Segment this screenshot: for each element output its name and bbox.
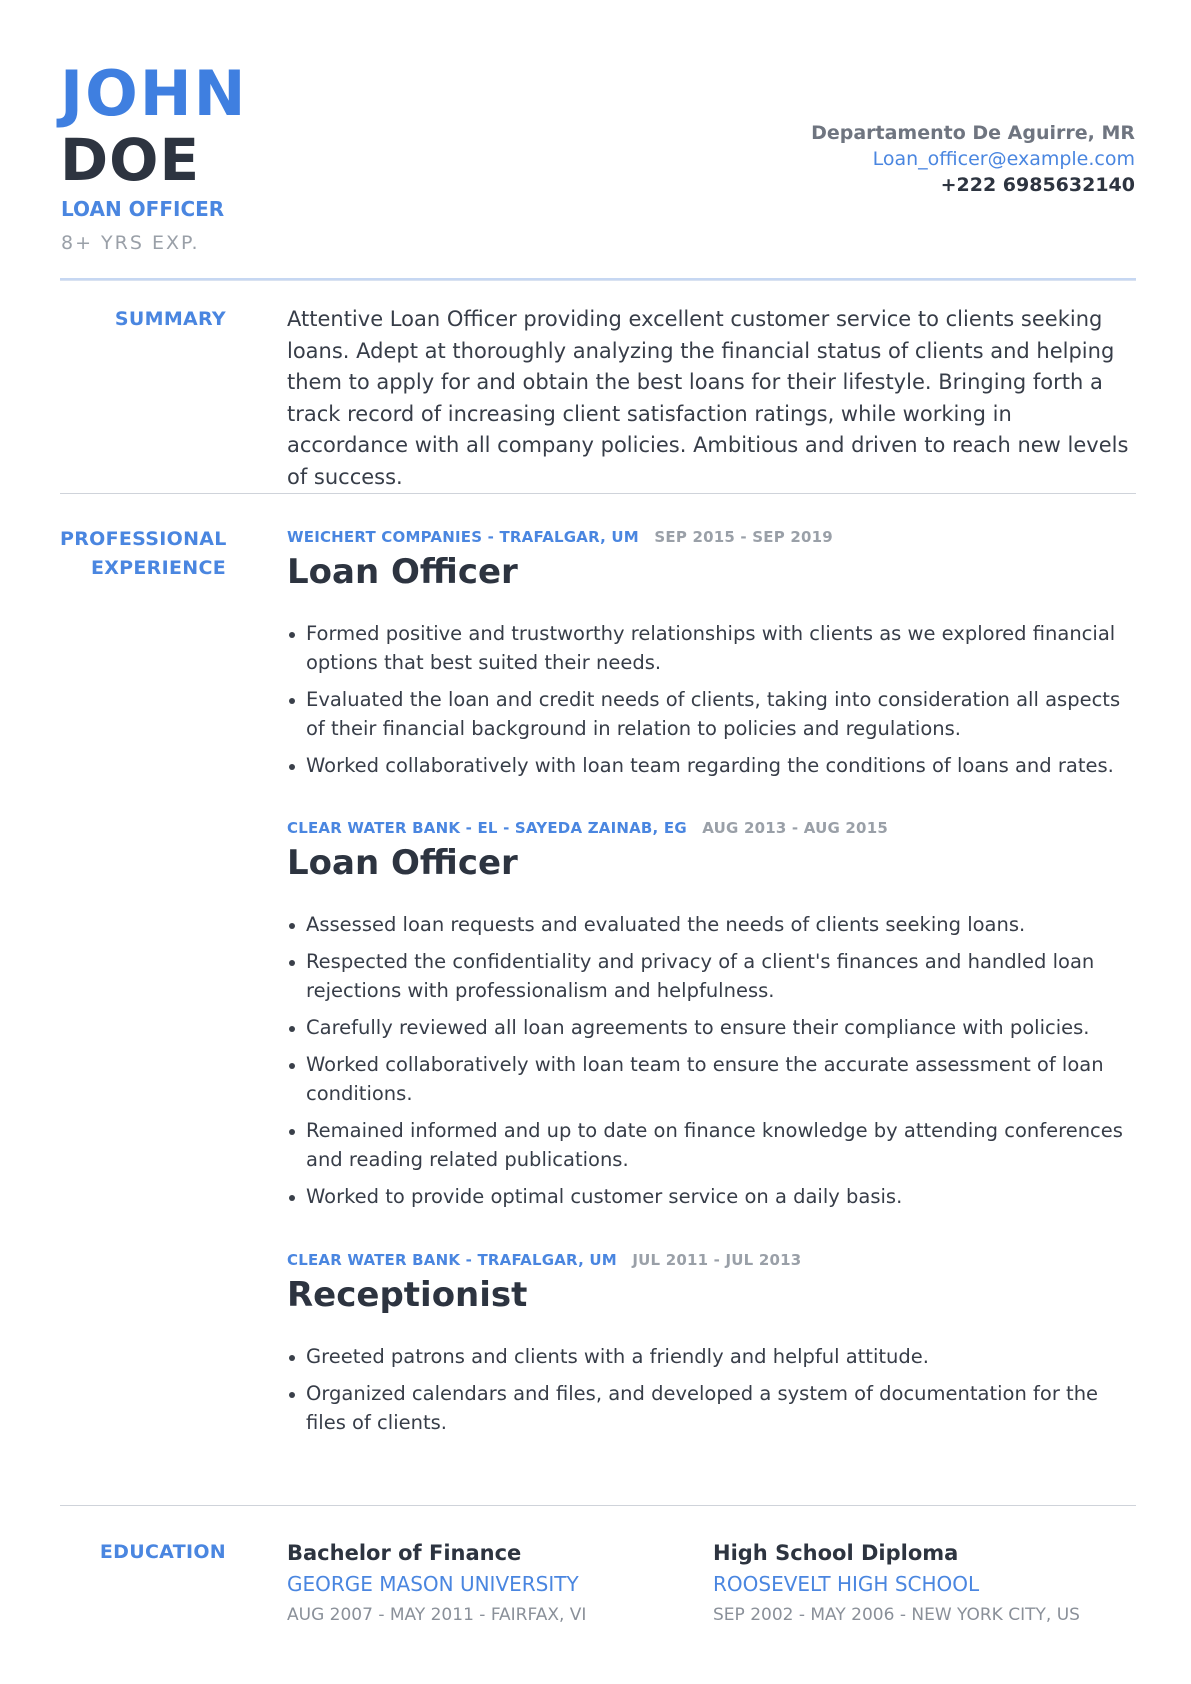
education-label: EDUCATION [99,1541,226,1563]
job-role: LOAN OFFICER [61,197,225,221]
job-entry [287,1250,1137,1445]
job-bullet: Evaluated the loan and credit needs of clients, taking into consideration all aspects of their financial background in relation to policies and regulations. [287,685,1137,743]
job-bullet: Formed positive and trustworthy relationships with clients as we explored financial options that best suited their needs. [287,619,1137,677]
education-entry [713,1538,1080,1630]
job-company: WEICHERT COMPANIES - TRAFALGAR, UM [287,528,639,546]
edu-degree: Bachelor of Finance [287,1541,522,1565]
job-title: Receptionist [287,1275,528,1315]
job-bullet: Respected the confidentiality and privacy of a client's finances and handled loan rejections with professionalism and helpfulness. [287,947,1137,1005]
summary-text: Attentive Loan Officer providing excellent customer service to clients seeking loans. Adept at thoroughly analyzing the financial status of clients and helping them to apply for and obtain the best loans for their lifestyle. Bringing forth a track record of increasing client satisfaction ratings, while working in accordance with all company policies. Ambitious and driven to reach new levels of success. [287,307,1129,489]
experience-label [60,525,226,583]
job-bullet: Carefully reviewed all loan agreements to ensure their compliance with policies. [287,1013,1137,1042]
job-bullet: Greeted patrons and clients with a friendly and helpful attitude. [287,1342,1137,1371]
job-bullet: Worked collaboratively with loan team regarding the conditions of loans and rates. [287,751,1137,780]
job-bullet: Worked collaboratively with loan team to ensure the accurate assessment of loan conditions. [287,1050,1137,1108]
address: Departamento De Aguirre, MR [811,122,1135,144]
first-name: JOHN [60,57,248,130]
edu-school: GEORGE MASON UNIVERSITY [287,1572,579,1596]
job-entry [287,527,1137,788]
summary-label: SUMMARY [114,308,226,330]
job-bullet: Worked to provide optimal customer service on a daily basis. [287,1182,1137,1211]
experience-label-line2: EXPERIENCE [90,557,226,579]
job-company: CLEAR WATER BANK - EL - SAYEDA ZAINAB, EG [287,819,687,837]
edu-degree: High School Diploma [713,1541,959,1565]
header-divider [60,278,1136,281]
job-entry [287,818,1137,1219]
job-company: CLEAR WATER BANK - TRAFALGAR, UM [287,1251,617,1269]
job-meta [287,527,1137,547]
job-meta [287,818,1137,838]
job-dates: AUG 2013 - AUG 2015 [702,819,888,837]
job-bullet: Organized calendars and files, and developed a system of documentation for the files of clients. [287,1379,1137,1437]
years-experience: 8+ YRS EXP. [61,232,200,254]
contact-block [811,120,1135,198]
job-meta [287,1250,1137,1270]
edu-details: SEP 2002 - MAY 2006 - NEW YORK CITY, US [713,1605,1080,1625]
email-link[interactable]: Loan_officer@example.com [872,148,1135,170]
job-bullet: Remained informed and up to date on finance knowledge by attending conferences and reading related publications. [287,1116,1137,1174]
edu-details: AUG 2007 - MAY 2011 - FAIRFAX, VI [287,1605,587,1625]
job-title: Loan Officer [287,843,518,883]
summary-divider [60,493,1136,494]
job-title: Loan Officer [287,552,518,592]
job-dates: JUL 2011 - JUL 2013 [632,1251,802,1269]
job-bullets [287,1342,1137,1437]
job-bullet: Assessed loan requests and evaluated the needs of clients seeking loans. [287,910,1137,939]
summary-section [287,304,1137,493]
job-bullets [287,910,1137,1211]
job-bullets [287,619,1137,780]
experience-label-line1: PROFESSIONAL [60,528,227,550]
phone-number: +222 6985632140 [940,174,1135,196]
edu-school: ROOSEVELT HIGH SCHOOL [713,1572,980,1596]
job-dates: SEP 2015 - SEP 2019 [654,528,833,546]
education-entry [287,1538,586,1630]
last-name: DOE [60,126,201,194]
experience-divider [60,1505,1136,1506]
